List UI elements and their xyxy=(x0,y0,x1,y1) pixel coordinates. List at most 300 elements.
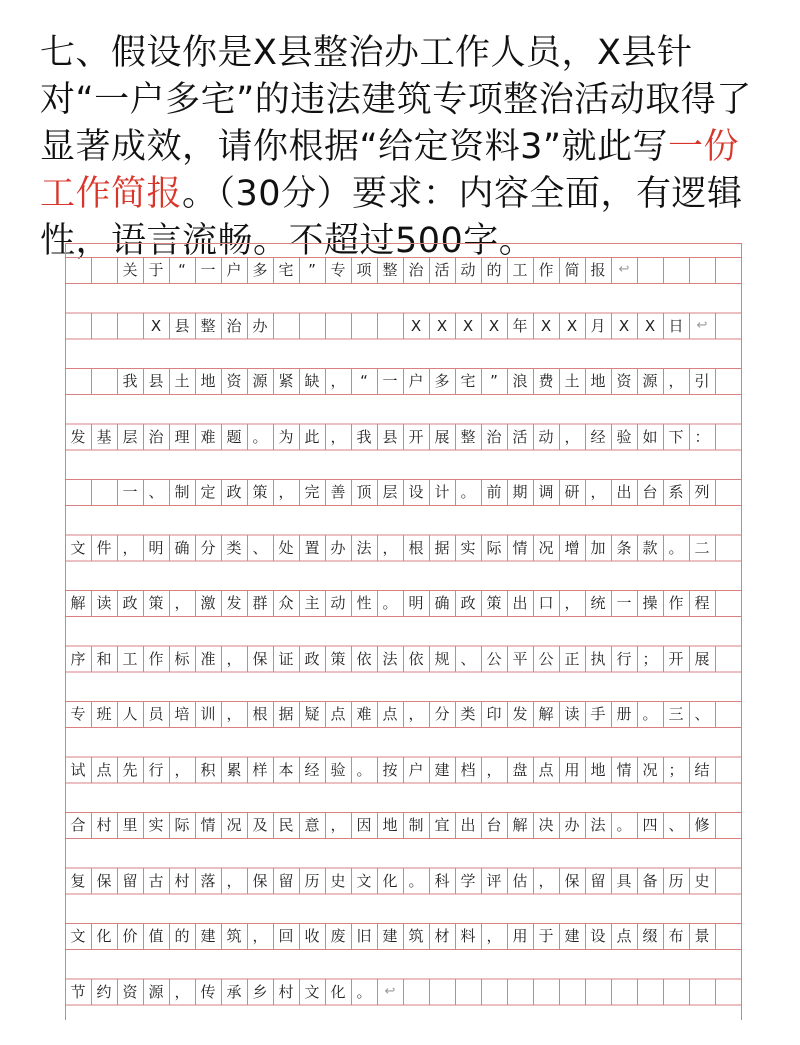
grid-char: 估 xyxy=(512,871,528,890)
grid-char: 出 xyxy=(460,816,476,834)
grid-char: 政 xyxy=(460,594,476,612)
grid-char: 因 xyxy=(356,816,372,834)
grid-char: 我 xyxy=(356,427,372,446)
grid-char: 。 xyxy=(460,483,476,501)
grid-char: 点 xyxy=(538,760,554,779)
grid-char: 题 xyxy=(226,427,242,446)
grid-row xyxy=(65,590,747,616)
grid-char: 本 xyxy=(278,760,294,779)
grid-char: 一 xyxy=(122,483,138,501)
grid-char: 作 xyxy=(668,594,684,612)
grid-char: 列 xyxy=(694,483,710,501)
grid-char: 及 xyxy=(252,816,268,834)
grid-char: 验 xyxy=(330,760,346,779)
grid-char: 操 xyxy=(642,594,658,612)
grid-char: 。 xyxy=(616,816,632,834)
grid-char: 层 xyxy=(382,483,398,501)
grid-char: 资 xyxy=(616,372,632,390)
grid-char: 制 xyxy=(408,816,424,834)
grid-char: 、 xyxy=(694,705,710,723)
grid-char: 正 xyxy=(564,649,580,668)
grid-char: 村 xyxy=(96,816,112,834)
grid-char: 点 xyxy=(382,705,398,723)
grid-char: 加 xyxy=(590,538,606,557)
grid-char: 激 xyxy=(200,594,216,612)
grid-char: 展 xyxy=(434,427,450,446)
grid-char: 县 xyxy=(174,316,190,335)
grid-char: 善 xyxy=(330,483,346,501)
grid-char: 村 xyxy=(174,871,190,890)
grid-char: 制 xyxy=(174,483,190,501)
grid-char: ， xyxy=(330,372,346,390)
grid-char: 层 xyxy=(122,427,138,446)
grid-char: 工 xyxy=(512,261,528,279)
grid-char: 员 xyxy=(148,705,164,723)
grid-char: 难 xyxy=(356,705,372,723)
grid-char: ， xyxy=(668,372,684,390)
grid-char: 群 xyxy=(252,594,268,612)
grid-char: 里 xyxy=(122,816,138,834)
grid-char: 点 xyxy=(616,927,632,945)
grid-char: 标 xyxy=(174,649,190,668)
grid-char: 经 xyxy=(590,427,606,446)
grid-char: 意 xyxy=(304,816,320,834)
return-mark-icon: ↩ xyxy=(696,317,708,333)
grid-char: 。 xyxy=(252,427,268,446)
return-mark-icon: ↩ xyxy=(384,983,396,999)
grid-char: X xyxy=(410,316,422,335)
grid-char: 明 xyxy=(148,538,164,557)
grid-char: 整 xyxy=(460,427,476,446)
grid-char: 完 xyxy=(304,483,320,501)
grid-char: 法 xyxy=(356,538,372,557)
grid-char: 出 xyxy=(616,483,632,501)
grid-char: 实 xyxy=(148,816,164,834)
grid-char: 土 xyxy=(174,372,190,390)
grid-char: 点 xyxy=(96,760,112,779)
grid-char: 、 xyxy=(460,649,476,668)
grid-char: 验 xyxy=(616,427,632,446)
grid-char: 乡 xyxy=(252,982,268,1001)
grid-char: 实 xyxy=(460,538,476,557)
grid-char: 序 xyxy=(70,649,86,668)
grid-char: 办 xyxy=(252,316,268,335)
grid-char: 日 xyxy=(668,316,684,335)
grid-char: 浪 xyxy=(512,372,528,390)
grid-char: 性 xyxy=(356,594,372,612)
grid-char: 筑 xyxy=(408,927,424,945)
grid-char: 保 xyxy=(564,871,580,890)
grid-char: 情 xyxy=(616,760,632,779)
grid-char: 宅 xyxy=(460,372,476,390)
grid-char: 情 xyxy=(200,816,216,834)
grid-char: 复 xyxy=(70,871,86,890)
grid-char: 筑 xyxy=(226,927,242,945)
grid-char: 活 xyxy=(434,261,450,279)
grid-char: 解 xyxy=(538,705,554,723)
grid-row xyxy=(65,923,747,949)
grid-char: ， xyxy=(174,982,190,1001)
grid-char: 价 xyxy=(122,927,138,945)
grid-char: ， xyxy=(226,871,242,890)
grid-char: 据 xyxy=(434,538,450,557)
grid-char: 留 xyxy=(122,871,138,890)
grid-char: 为 xyxy=(278,427,294,446)
question-text xyxy=(40,30,765,265)
grid-char: 确 xyxy=(174,538,190,557)
grid-char: 资 xyxy=(122,982,138,1001)
grid-char: 计 xyxy=(434,483,450,501)
grid-char: 治 xyxy=(408,261,424,279)
grid-char: 统 xyxy=(590,594,606,612)
grid-char: 治 xyxy=(148,427,164,446)
grid-char: 源 xyxy=(642,372,658,390)
grid-char: 印 xyxy=(486,705,502,723)
grid-char: ： xyxy=(694,427,710,446)
grid-char: 读 xyxy=(96,594,112,612)
grid-row xyxy=(65,313,747,339)
grid-char: ， xyxy=(564,427,580,446)
grid-char: 。 xyxy=(408,871,424,890)
grid-char: 策 xyxy=(486,594,502,612)
grid-char: X xyxy=(618,316,630,335)
grid-char: 行 xyxy=(148,760,164,779)
grid-char: 县 xyxy=(148,372,164,390)
grid-border xyxy=(66,244,742,1021)
grid-char: 土 xyxy=(564,372,580,390)
grid-char: X xyxy=(644,316,656,335)
grid-char: ； xyxy=(642,649,658,668)
grid-char: 备 xyxy=(642,871,658,890)
grid-char: 于 xyxy=(538,927,554,945)
grid-char: 于 xyxy=(148,261,164,279)
grid-char: 确 xyxy=(434,594,450,612)
grid-lines xyxy=(65,243,747,1020)
grid-char: 况 xyxy=(642,760,658,779)
grid-char: 册 xyxy=(616,705,632,723)
grid-char: 人 xyxy=(122,705,138,723)
grid-char: 试 xyxy=(70,760,86,779)
grid-char: 历 xyxy=(668,871,684,890)
grid-char: 依 xyxy=(356,649,372,668)
grid-char: ， xyxy=(226,649,242,668)
grid-char: 和 xyxy=(96,649,112,668)
grid-char: 建 xyxy=(200,927,216,945)
grid-char: 科 xyxy=(434,871,450,890)
grid-char: 的 xyxy=(174,927,190,945)
grid-char: 史 xyxy=(330,871,346,890)
grid-char: ， xyxy=(330,816,346,834)
grid-char: 年 xyxy=(512,316,528,335)
grid-char: 化 xyxy=(330,982,346,1001)
grid-char: 源 xyxy=(148,982,164,1001)
grid-char: 户 xyxy=(408,372,424,390)
grid-char: 发 xyxy=(512,705,528,723)
grid-char: 材 xyxy=(434,927,450,945)
grid-char: 保 xyxy=(252,649,268,668)
grid-char: 台 xyxy=(486,816,502,834)
grid-char: 具 xyxy=(616,871,632,890)
grid-char: 村 xyxy=(278,982,294,1001)
grid-char: 准 xyxy=(200,649,216,668)
grid-char: X xyxy=(488,316,500,335)
grid-char: 公 xyxy=(486,649,502,668)
grid-char: ， xyxy=(486,927,502,945)
grid-char: 源 xyxy=(252,372,268,390)
grid-char: 、 xyxy=(668,816,684,834)
grid-char: 用 xyxy=(512,927,528,945)
grid-char: 件 xyxy=(96,538,112,557)
grid-char: 读 xyxy=(564,705,580,723)
grid-char: 整 xyxy=(382,261,398,279)
grid-char: 资 xyxy=(226,372,242,390)
grid-char: “ xyxy=(178,261,186,279)
grid-row xyxy=(65,701,747,727)
grid-char: 废 xyxy=(330,927,346,945)
grid-row xyxy=(65,479,747,505)
grid-char: ， xyxy=(486,760,502,779)
grid-char: ” xyxy=(490,372,498,390)
grid-char: 收 xyxy=(304,927,320,945)
grid-char: 办 xyxy=(330,538,346,557)
grid-char: 班 xyxy=(96,705,112,723)
grid-row xyxy=(65,535,747,561)
grid-char: 史 xyxy=(694,871,710,890)
grid-char: 展 xyxy=(694,649,710,668)
grid-char: ， xyxy=(174,760,190,779)
grid-char: 解 xyxy=(512,816,528,834)
grid-char: 报 xyxy=(590,261,606,279)
grid-char: 明 xyxy=(408,594,424,612)
grid-char: 顶 xyxy=(356,483,372,501)
grid-char: 引 xyxy=(694,372,710,390)
grid-char: 系 xyxy=(668,483,684,501)
grid-char: 宅 xyxy=(278,261,294,279)
grid-char: 盘 xyxy=(512,760,528,779)
grid-char: 作 xyxy=(148,649,164,668)
grid-char: 作 xyxy=(538,261,554,279)
grid-char: 传 xyxy=(200,982,216,1001)
grid-char: 宜 xyxy=(434,816,450,834)
grid-char: 文 xyxy=(70,927,86,945)
grid-char: 户 xyxy=(408,760,424,779)
grid-char: 我 xyxy=(122,372,138,390)
grid-char: 众 xyxy=(278,594,294,612)
grid-char: 类 xyxy=(460,705,476,723)
grid-char: 定 xyxy=(200,483,216,501)
grid-char: 动 xyxy=(330,594,346,612)
return-mark-icon: ↩ xyxy=(618,262,630,277)
grid-char: 执 xyxy=(590,649,606,668)
grid-char: 动 xyxy=(538,427,554,446)
grid-char: 民 xyxy=(278,816,294,834)
grid-char: 分 xyxy=(434,705,450,723)
grid-char: X xyxy=(436,316,448,335)
grid-char: ， xyxy=(330,427,346,446)
grid-char: 约 xyxy=(96,982,112,1001)
grid-row xyxy=(65,979,747,1005)
grid-char: 承 xyxy=(226,982,242,1001)
manuscript-grid xyxy=(65,243,747,1020)
grid-char: 紧 xyxy=(278,372,294,390)
grid-char: 况 xyxy=(226,816,242,834)
grid-char: 合 xyxy=(70,816,86,834)
grid-char: 用 xyxy=(564,760,580,779)
grid-char: 整 xyxy=(200,316,216,335)
grid-char: 二 xyxy=(694,538,710,557)
grid-char: 难 xyxy=(200,427,216,446)
grid-char: 决 xyxy=(538,816,554,834)
grid-char: 化 xyxy=(96,927,112,945)
grid-char: 建 xyxy=(382,927,398,945)
grid-char: 。 xyxy=(642,705,658,723)
grid-char: 一 xyxy=(382,372,398,390)
grid-char: 如 xyxy=(642,427,658,446)
grid-char: 治 xyxy=(486,427,502,446)
grid-char: 公 xyxy=(538,649,554,668)
grid-char: 根 xyxy=(408,538,424,557)
grid-char: 落 xyxy=(200,871,216,890)
grid-char: 开 xyxy=(408,427,424,446)
grid-row xyxy=(65,757,747,783)
grid-char: 回 xyxy=(278,927,294,945)
grid-char: 政 xyxy=(226,483,242,501)
grid-char: 点 xyxy=(330,705,346,723)
grid-char: 档 xyxy=(460,760,476,779)
grid-char: 。 xyxy=(356,982,372,1001)
grid-char: 发 xyxy=(70,427,86,446)
grid-char: 布 xyxy=(668,927,684,945)
grid-char: 下 xyxy=(668,427,684,446)
grid-char: 旧 xyxy=(356,927,372,945)
grid-char: 文 xyxy=(70,538,86,557)
grid-char: 法 xyxy=(382,649,398,668)
grid-char: “ xyxy=(360,372,368,390)
grid-char: 专 xyxy=(330,261,346,279)
grid-char: 情 xyxy=(512,538,528,557)
grid-char: 主 xyxy=(304,594,320,612)
grid-char: 办 xyxy=(564,816,580,834)
grid-char: 出 xyxy=(512,594,528,612)
grid-char: 的 xyxy=(486,261,502,279)
grid-char: 动 xyxy=(460,261,476,279)
grid-char: 分 xyxy=(200,538,216,557)
grid-char: 基 xyxy=(96,427,112,446)
grid-char: 政 xyxy=(122,594,138,612)
grid-char: 费 xyxy=(538,372,554,390)
grid-char: 前 xyxy=(486,483,502,501)
grid-char: 治 xyxy=(226,316,242,335)
grid-char: ， xyxy=(122,538,138,557)
grid-char: ， xyxy=(538,871,554,890)
grid-char: 培 xyxy=(174,705,190,723)
grid-char: 调 xyxy=(538,483,554,501)
grid-char: ， xyxy=(226,705,242,723)
grid-char: 程 xyxy=(694,594,710,612)
grid-char: 文 xyxy=(304,982,320,1001)
grid-char: 缀 xyxy=(642,927,658,945)
grid-char: X xyxy=(462,316,474,335)
grid-char: 文 xyxy=(356,871,372,890)
grid-char: 解 xyxy=(70,594,86,612)
grid-char: 理 xyxy=(174,427,190,446)
grid-char: 修 xyxy=(694,816,710,834)
grid-char: 古 xyxy=(148,871,164,890)
grid-char: 况 xyxy=(538,538,554,557)
grid-char: 县 xyxy=(382,427,398,446)
grid-char: 简 xyxy=(564,261,580,279)
grid-char: 法 xyxy=(590,816,606,834)
question-text-after: 。（30分）要求：内容全面，有逻辑性，语言流畅。不超过500字。 xyxy=(40,174,743,261)
grid-char: 月 xyxy=(590,316,606,335)
grid-char: 训 xyxy=(200,705,216,723)
grid-char: 样 xyxy=(252,760,268,779)
grid-char: 策 xyxy=(148,594,164,612)
grid-char: 发 xyxy=(226,594,242,612)
grid-row xyxy=(65,368,747,394)
grid-char: 先 xyxy=(122,760,138,779)
grid-char: 按 xyxy=(382,760,398,779)
grid-char: 结 xyxy=(694,760,710,779)
grid-char: 一 xyxy=(200,261,216,279)
grid-char: 经 xyxy=(304,760,320,779)
grid-char: 设 xyxy=(408,483,424,501)
grid-char: 、 xyxy=(252,538,268,557)
grid-char: 景 xyxy=(694,927,710,945)
grid-char: 平 xyxy=(512,649,528,668)
grid-char: 保 xyxy=(96,871,112,890)
grid-char: 疑 xyxy=(304,705,320,723)
grid-char: 户 xyxy=(226,261,242,279)
grid-char: 根 xyxy=(252,705,268,723)
grid-char: 地 xyxy=(382,816,398,834)
grid-char: 款 xyxy=(642,538,658,557)
grid-char: 多 xyxy=(434,372,450,390)
grid-char: 据 xyxy=(278,705,294,723)
grid-char: 台 xyxy=(642,483,658,501)
grid-char: 四 xyxy=(642,816,658,834)
grid-char: 项 xyxy=(356,261,372,279)
grid-char: 历 xyxy=(304,871,320,890)
grid-char: 依 xyxy=(408,649,424,668)
grid-char: ” xyxy=(308,261,316,279)
grid-char: 处 xyxy=(278,538,294,557)
grid-char: 料 xyxy=(460,927,476,945)
grid-char: ， xyxy=(252,927,268,945)
grid-char: 际 xyxy=(174,816,190,834)
question-text-before: 七、假设你是X县整治办工作人员，X县针对“一户多宅”的违法建筑专项整治活动取得了显著成效，请你根据“给定资料3”就此写 xyxy=(40,33,752,167)
grid-char: ， xyxy=(174,594,190,612)
grid-char: ， xyxy=(590,483,606,501)
grid-char: 。 xyxy=(382,594,398,612)
grid-char: 此 xyxy=(304,427,320,446)
grid-char: 、 xyxy=(148,483,164,501)
grid-char: 地 xyxy=(200,372,216,390)
grid-char: 保 xyxy=(252,871,268,890)
grid-char: 证 xyxy=(278,649,294,668)
grid-char: ， xyxy=(408,705,424,723)
grid-char: 。 xyxy=(356,760,372,779)
grid-char: 际 xyxy=(486,538,502,557)
grid-char: ， xyxy=(278,483,294,501)
grid-char: ， xyxy=(564,594,580,612)
grid-char: 策 xyxy=(252,483,268,501)
grid-char: 活 xyxy=(512,427,528,446)
grid-row xyxy=(65,646,747,672)
grid-char: 积 xyxy=(200,760,216,779)
grid-char: 增 xyxy=(564,538,580,557)
grid-char: 建 xyxy=(434,760,450,779)
